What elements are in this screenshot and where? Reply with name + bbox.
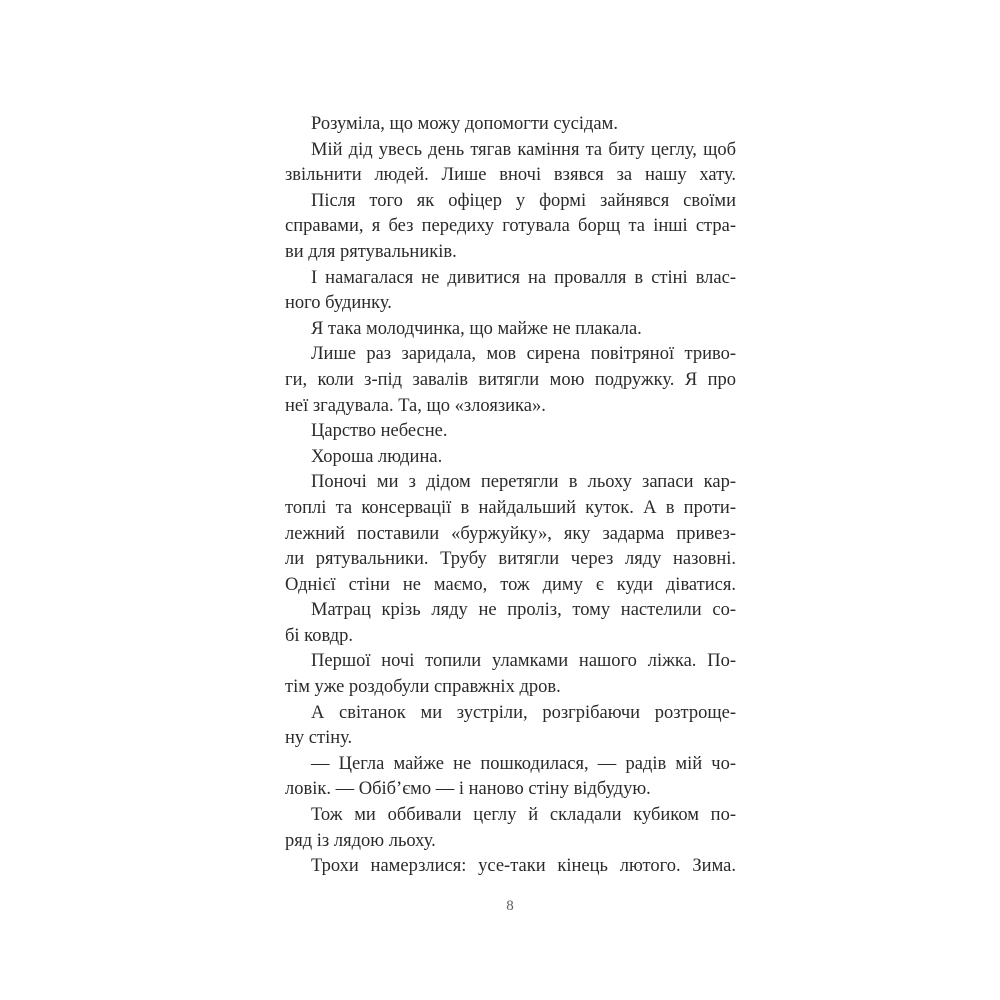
page-text-block	[285, 112, 736, 880]
text-line: бі ковдр.	[285, 625, 354, 646]
text-line: лежний поставили «буржуйку», яку задарма привез-	[285, 523, 736, 544]
text-line: Я така молодчинка, що майже не плакала.	[311, 318, 642, 339]
text-line: Розуміла, що можу допомогти сусідам.	[311, 114, 618, 134]
text-line: ряд із лядою льоху.	[285, 830, 436, 851]
page-number: 8	[506, 898, 515, 914]
text-line: Після того як офіцер у формі зайнявся своїми	[311, 190, 736, 211]
text-line: Матрац крізь ляду не проліз, тому настелили со-	[311, 600, 736, 621]
text-line: топлі та консервації в найдальший куток. А в проти-	[285, 497, 736, 518]
text-line: Царство небесне.	[311, 421, 448, 442]
text-line: ного будинку.	[285, 293, 392, 314]
text-line: справами, я без передиху готувала борщ та інші стра-	[285, 216, 736, 237]
text-line: звільнити людей. Лише вночі взявся за нашу хату.	[285, 165, 736, 186]
text-line: Лише раз заридала, мов сирена повітряної триво-	[311, 344, 736, 365]
text-line: Хороша людина.	[311, 446, 443, 467]
text-line: тім уже роздобули справжніх дров.	[285, 677, 561, 698]
text-line: Трохи намерзлися: усе-таки кінець лютого. Зима.	[311, 856, 736, 877]
text-line: І намагалася не дивитися на провалля в стіні влас-	[311, 267, 736, 288]
text-line: Мій дід увесь день тягав каміння та биту цеглу, щоб	[311, 139, 736, 160]
text-line: ну стіну.	[285, 728, 353, 749]
text-line: ви для рятувальників.	[285, 241, 457, 262]
text-line: Однієї стіни не маємо, тож диму є куди діватися.	[285, 574, 736, 595]
text-line: Поночі ми з дідом перетягли в льоху запаси кар-	[311, 472, 736, 493]
text-line: ловік. — Обіб’ємо — і наново стіну відбудую.	[285, 779, 651, 800]
text-line: ли рятувальники. Трубу витягли через ляду назовні.	[285, 549, 736, 570]
text-line: неї згадувала. Та, що «злоязика».	[285, 395, 546, 416]
text-line: Першої ночі топили уламками нашого ліжка. По-	[311, 651, 736, 672]
text-line: ги, коли з-під завалів витягли мою подружку. Я про	[285, 369, 736, 390]
text-line: А світанок ми зустріли, розгрібаючи розтроще-	[311, 702, 736, 723]
text-line: Тож ми оббивали цеглу й складали кубиком по-	[311, 805, 736, 826]
text-line: — Цегла майже не пошкодилася, — радів мій чо-	[311, 753, 736, 774]
